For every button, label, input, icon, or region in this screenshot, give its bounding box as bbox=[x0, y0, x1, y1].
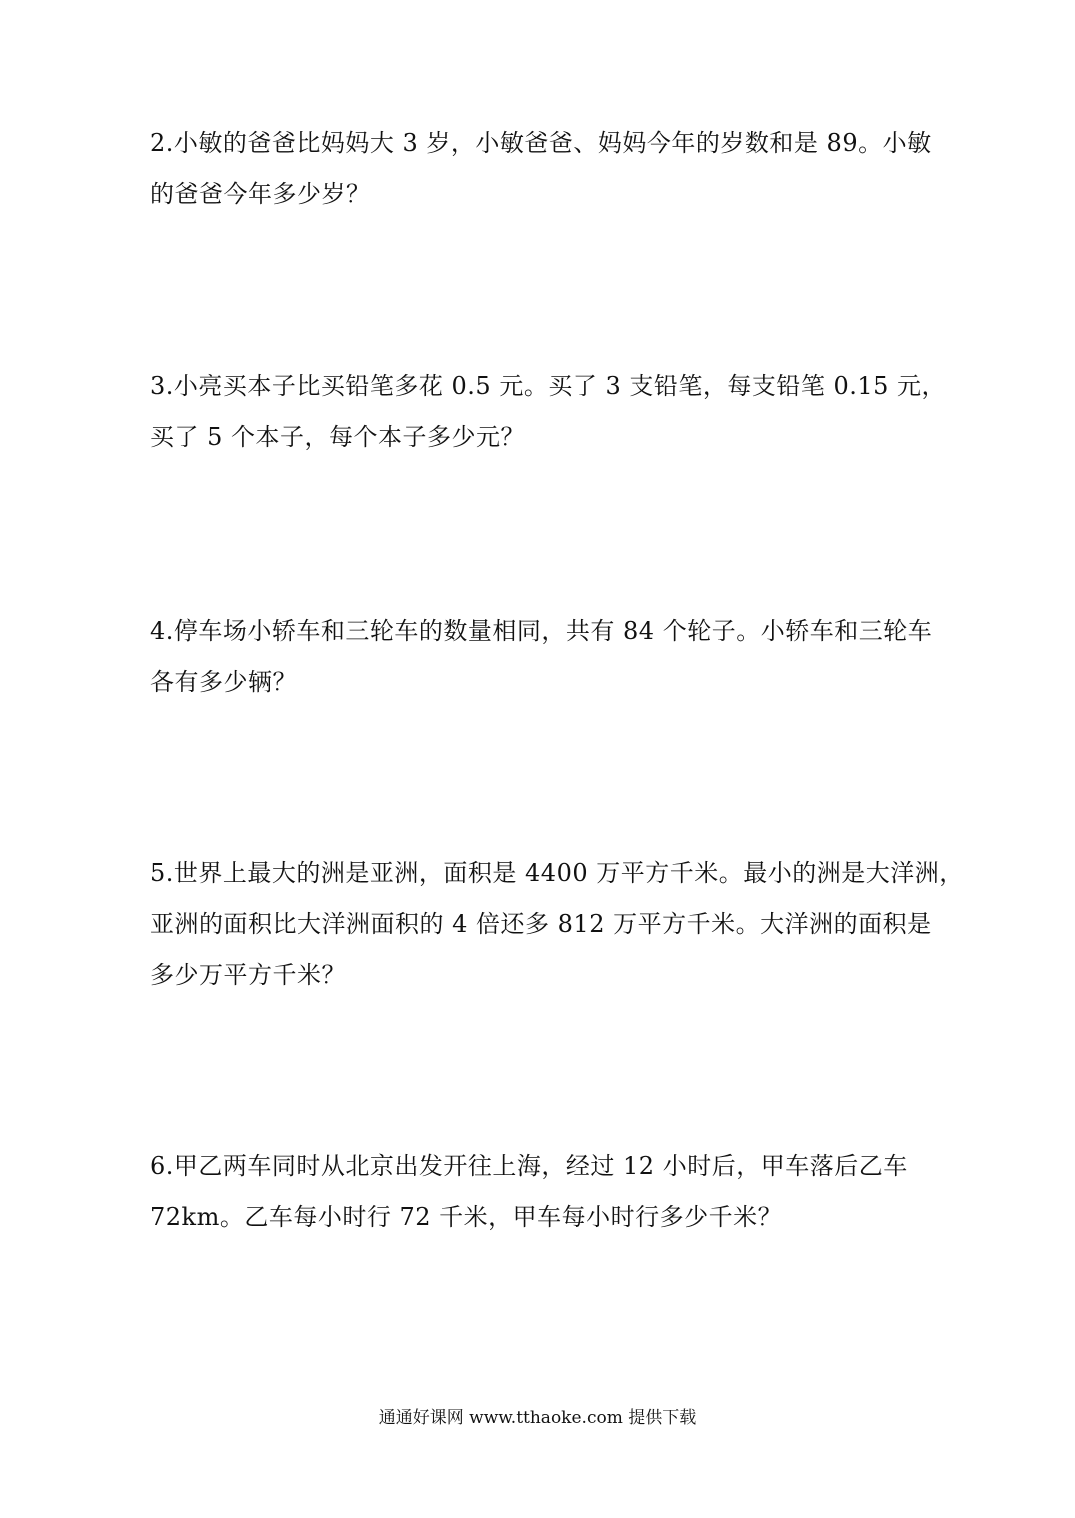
problem-3-line-1: 3.小亮买本子比买铅笔多花 0.5 元。买了 3 支铅笔，每支铅笔 0.15 元， bbox=[150, 372, 947, 400]
problem-6-line-1: 6.甲乙两车同时从北京出发开往上海，经过 12 小时后，甲车落后乙车 bbox=[150, 1152, 908, 1180]
problem-6 bbox=[150, 1141, 940, 1243]
problem-4 bbox=[150, 606, 940, 708]
problem-5-line-1: 5.世界上最大的洲是亚洲，面积是 4400 万平方千米。最小的洲是大洋洲， bbox=[150, 859, 964, 887]
problem-2-line-2: 的爸爸今年多少岁？ bbox=[150, 180, 371, 208]
page-footer: 通通好课网 www.tthaoke.com 提供下载 bbox=[378, 1408, 697, 1428]
problem-5-line-2: 亚洲的面积比大洋洲面积的 4 倍还多 812 万平方千米。大洋洲的面积是 bbox=[150, 910, 932, 938]
problem-2 bbox=[150, 118, 940, 220]
problem-5-line-3: 多少万平方千米？ bbox=[150, 961, 346, 989]
problem-4-line-1: 4.停车场小轿车和三轮车的数量相同，共有 84 个轮子。小轿车和三轮车 bbox=[150, 617, 933, 645]
problem-4-line-2: 各有多少辆？ bbox=[150, 668, 297, 696]
problem-5 bbox=[150, 848, 964, 1001]
problem-3 bbox=[150, 361, 947, 463]
problem-2-line-1: 2.小敏的爸爸比妈妈大 3 岁，小敏爸爸、妈妈今年的岁数和是 89。小敏 bbox=[150, 129, 932, 157]
problem-6-line-2: 72km。乙车每小时行 72 千米，甲车每小时行多少千米？ bbox=[150, 1203, 783, 1231]
problem-3-line-2: 买了 5 个本子，每个本子多少元？ bbox=[150, 423, 526, 451]
